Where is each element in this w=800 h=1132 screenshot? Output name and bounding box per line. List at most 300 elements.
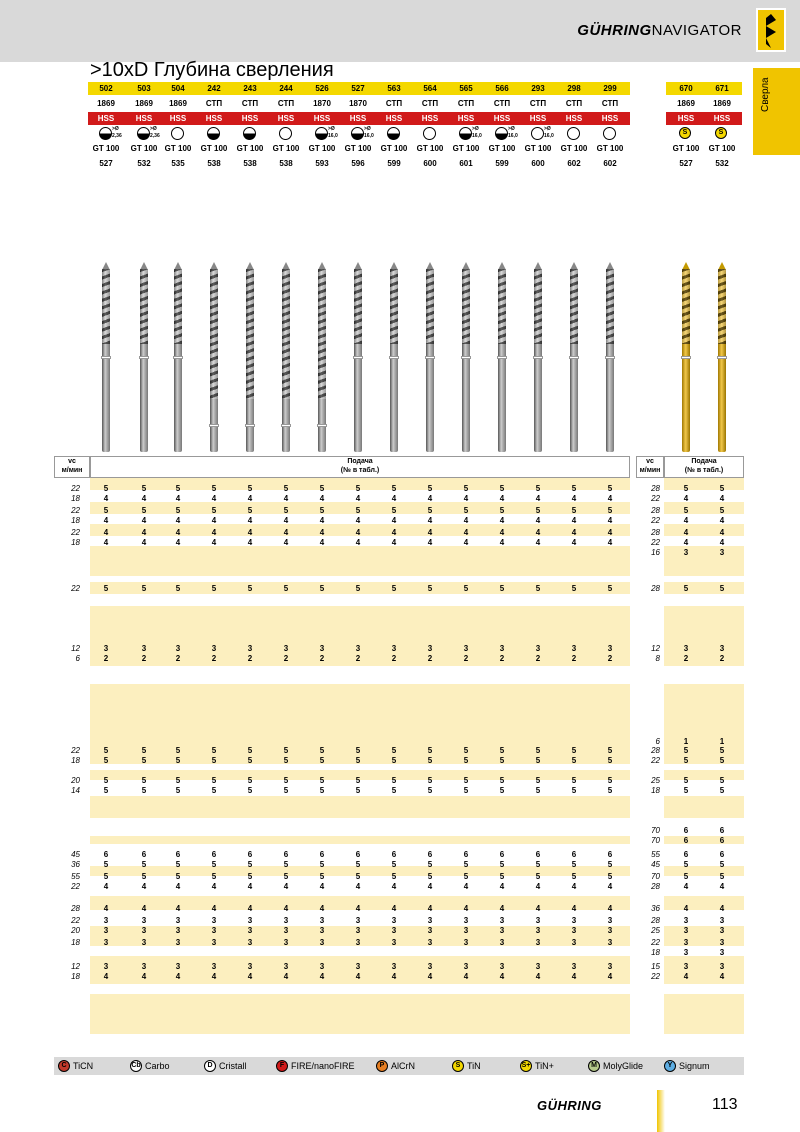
feed-value: 4 [535, 538, 541, 547]
feed-value: 5 [427, 746, 433, 755]
drill-flute [282, 269, 290, 399]
cell: HSS [601, 114, 619, 123]
feed-value-side: 6 [683, 850, 689, 859]
feed-value: 2 [103, 654, 109, 663]
feed-value: 3 [499, 644, 505, 653]
coating-badge-icon: D [204, 1060, 216, 1072]
vc-value-side: 70 [651, 872, 660, 881]
feed-value-side: 4 [683, 882, 689, 891]
drill-flute [682, 269, 690, 344]
shank-mark [569, 356, 579, 359]
feed-value-side: 4 [719, 904, 725, 913]
feed-value: 2 [499, 654, 505, 663]
vc-value-side: 22 [651, 756, 660, 765]
feed-value: 4 [175, 972, 181, 981]
feed-value-side: 4 [719, 516, 725, 525]
cell: СТП [529, 99, 547, 108]
vc-value: 36 [71, 860, 80, 869]
feed-value: 5 [175, 872, 181, 881]
feed-value: 5 [463, 746, 469, 755]
cell: HSS [277, 114, 295, 123]
feed-value: 5 [103, 776, 109, 785]
feed-value: 3 [175, 644, 181, 653]
feed-value-side: 3 [683, 938, 689, 947]
feed-value: 3 [607, 962, 613, 971]
vc-value: 18 [71, 494, 80, 503]
feed-value: 5 [499, 746, 505, 755]
feed-value: 2 [247, 654, 253, 663]
feed-value: 4 [463, 972, 469, 981]
side-tab-drills[interactable]: Сверла [753, 68, 800, 155]
feed-value: 5 [247, 506, 253, 515]
feed-value: 3 [175, 926, 181, 935]
feed-value: 4 [463, 494, 469, 503]
feed-value: 5 [427, 506, 433, 515]
vc-value-side: 15 [651, 962, 660, 971]
feed-value: 5 [141, 860, 147, 869]
feed-value: 3 [607, 644, 613, 653]
feed-value: 4 [391, 516, 397, 525]
feed-value: 4 [499, 972, 505, 981]
page-ref-row-side [666, 157, 742, 170]
feed-value: 5 [247, 872, 253, 881]
row-stripe [664, 896, 744, 910]
feed-value-side: 5 [719, 746, 725, 755]
feed-value: 4 [211, 538, 217, 547]
feed-value: 5 [283, 872, 289, 881]
feed-value: 5 [607, 786, 613, 795]
feed-value: 4 [141, 904, 147, 913]
feed-value: 4 [499, 516, 505, 525]
feed-value: 3 [211, 926, 217, 935]
vc-value: 14 [71, 786, 80, 795]
cell: СТП [205, 99, 223, 108]
feed-value: 4 [571, 904, 577, 913]
feed-value: 4 [571, 972, 577, 981]
vc-value-side: 36 [651, 904, 660, 913]
feed-value: 4 [247, 882, 253, 891]
feed-value: 5 [103, 746, 109, 755]
feed-value-side: 3 [719, 644, 725, 653]
drill-flute [140, 269, 148, 344]
feed-value: 5 [141, 584, 147, 593]
cell: 1869 [713, 99, 731, 108]
feed-value: 3 [463, 962, 469, 971]
feed-value: 4 [319, 972, 325, 981]
feed-value: 5 [463, 584, 469, 593]
cell: GT 100 [236, 144, 264, 153]
feed-value: 5 [319, 484, 325, 493]
feed-value: 5 [427, 484, 433, 493]
feed-value: 6 [283, 850, 289, 859]
vc-value-side: 18 [651, 948, 660, 957]
feed-value: 4 [535, 528, 541, 537]
cell: HSS [349, 114, 367, 123]
feed-value: 5 [463, 872, 469, 881]
cell: СТП [241, 99, 259, 108]
feed-value: 2 [571, 654, 577, 663]
feed-value: 5 [247, 746, 253, 755]
cell: GT 100 [488, 144, 516, 153]
vc-value-side: 22 [651, 516, 660, 525]
feed-value: 5 [211, 484, 217, 493]
feed-value: 5 [247, 484, 253, 493]
feed-value: 5 [283, 860, 289, 869]
feed-value: 6 [571, 850, 577, 859]
feed-value: 5 [607, 872, 613, 881]
shank-mark [353, 356, 363, 359]
feed-value-side: 4 [683, 494, 689, 503]
feed-value: 4 [247, 538, 253, 547]
feed-value: 5 [391, 776, 397, 785]
vc-value: 22 [71, 528, 80, 537]
feed-value: 4 [607, 516, 613, 525]
feed-value-side: 5 [683, 860, 689, 869]
feed-value: 2 [535, 654, 541, 663]
row-stripe [90, 546, 630, 576]
row-stripe [90, 994, 630, 1034]
feed-value: 5 [141, 756, 147, 765]
feed-value: 3 [571, 916, 577, 925]
feed-value: 4 [319, 882, 325, 891]
feed-value: 5 [391, 786, 397, 795]
row-stripe [664, 796, 744, 818]
cell: HSS [385, 114, 403, 123]
feed-value: 4 [499, 538, 505, 547]
feed-value-side: 4 [683, 538, 689, 547]
vc-value-side: 55 [651, 850, 660, 859]
cell: СТП [565, 99, 583, 108]
feed-value: 3 [607, 938, 613, 947]
feed-value: 5 [283, 746, 289, 755]
drill-flute [102, 269, 110, 344]
feed-value: 5 [571, 756, 577, 765]
cell: HSS [135, 114, 153, 123]
cell: HSS [529, 114, 547, 123]
feed-value: 3 [141, 938, 147, 947]
cell: 293 [531, 84, 545, 93]
feed-value: 4 [499, 528, 505, 537]
feed-value: 5 [211, 756, 217, 765]
vc-value-side: 70 [651, 836, 660, 845]
material-symbol-icon [243, 127, 256, 140]
feed-value: 6 [319, 850, 325, 859]
feed-value-side: 5 [719, 872, 725, 881]
feed-value: 5 [427, 584, 433, 593]
feed-value: 5 [355, 786, 361, 795]
feed-value: 3 [283, 926, 289, 935]
material-symbol-icon [351, 127, 364, 140]
feed-value: 3 [391, 962, 397, 971]
drill-flute [498, 269, 506, 344]
vc-value-side: 28 [651, 584, 660, 593]
feed-value: 4 [427, 494, 433, 503]
brand-navigator: GÜHRINGNAVIGATOR [577, 22, 742, 39]
feed-value-side: 3 [719, 962, 725, 971]
feed-value-side: 5 [719, 786, 725, 795]
feed-value: 5 [391, 484, 397, 493]
feed-value: 3 [319, 962, 325, 971]
feed-value: 3 [319, 938, 325, 947]
cell: 298 [567, 84, 581, 93]
feed-value: 3 [391, 926, 397, 935]
feed-value: 5 [175, 484, 181, 493]
feed-value: 4 [211, 528, 217, 537]
feed-value: 3 [499, 916, 505, 925]
feed-value: 4 [427, 972, 433, 981]
legend-label: MolyGlide [603, 1061, 644, 1071]
row-stripe [664, 926, 744, 946]
cell: 600 [423, 159, 437, 168]
feed-value-side: 5 [719, 484, 725, 493]
feed-value: 5 [535, 584, 541, 593]
cell: 596 [351, 159, 365, 168]
vc-value: 18 [71, 938, 80, 947]
vc-value: 20 [71, 776, 80, 785]
material-symbol-icon [567, 127, 580, 140]
cell: 244 [279, 84, 293, 93]
feed-value-side: 5 [719, 756, 725, 765]
row-stripe [664, 478, 744, 490]
feed-value: 5 [571, 584, 577, 593]
cell: 538 [279, 159, 293, 168]
page-ref-row [88, 157, 630, 170]
feed-value: 4 [391, 538, 397, 547]
cell: 538 [207, 159, 221, 168]
coating-badge-icon: Cb [130, 1060, 142, 1072]
feed-value: 5 [391, 506, 397, 515]
drill-flute [426, 269, 434, 344]
feed-value: 5 [535, 484, 541, 493]
coating-legend [54, 1057, 744, 1075]
feed-value: 5 [283, 484, 289, 493]
feed-value: 5 [247, 584, 253, 593]
feed-value: 5 [319, 872, 325, 881]
feed-value: 4 [571, 516, 577, 525]
feed-value: 2 [463, 654, 469, 663]
feed-value: 3 [391, 916, 397, 925]
feed-value: 4 [463, 538, 469, 547]
vc-value: 18 [71, 538, 80, 547]
feed-value: 3 [571, 926, 577, 935]
feed-value: 5 [211, 776, 217, 785]
row-stripe [664, 994, 744, 1034]
feed-value: 4 [427, 528, 433, 537]
vc-value: 12 [71, 644, 80, 653]
feed-value: 3 [211, 916, 217, 925]
feed-value: 3 [499, 962, 505, 971]
feed-value: 3 [211, 962, 217, 971]
cell: СТП [277, 99, 295, 108]
feed-value: 5 [427, 872, 433, 881]
legend-label: Carbo [145, 1061, 170, 1071]
shank-mark [605, 356, 615, 359]
feed-value: 5 [175, 756, 181, 765]
feed-value-side: 5 [683, 776, 689, 785]
feed-value-side: 5 [683, 872, 689, 881]
feed-value: 4 [103, 528, 109, 537]
feed-value: 5 [175, 506, 181, 515]
feed-value: 3 [535, 916, 541, 925]
feed-value: 5 [103, 786, 109, 795]
material-symbol-icon [531, 127, 544, 140]
feed-value-side: 5 [683, 746, 689, 755]
cell: GT 100 [672, 144, 700, 153]
feed-value: 4 [319, 516, 325, 525]
vc-value-side: 22 [651, 494, 660, 503]
feed-value: 5 [607, 506, 613, 515]
feed-value: 3 [103, 916, 109, 925]
diameter-value: 2,36 [150, 133, 160, 139]
feed-value-side: 4 [719, 538, 725, 547]
feed-value: 5 [141, 872, 147, 881]
feed-value: 5 [463, 786, 469, 795]
feed-value: 5 [283, 786, 289, 795]
feed-value: 3 [247, 916, 253, 925]
legend-item [520, 1060, 554, 1072]
vc-value-side: 22 [651, 972, 660, 981]
feed-value: 5 [427, 786, 433, 795]
feed-value: 5 [355, 484, 361, 493]
feed-value: 5 [571, 776, 577, 785]
feed-value: 4 [571, 538, 577, 547]
cell: GT 100 [380, 144, 408, 153]
cell: СТП [493, 99, 511, 108]
feed-value: 3 [247, 644, 253, 653]
feed-value: 4 [283, 972, 289, 981]
feed-value: 5 [211, 786, 217, 795]
feed-value: 3 [211, 644, 217, 653]
cell: GT 100 [130, 144, 158, 153]
feed-value: 4 [499, 494, 505, 503]
feed-value: 5 [427, 776, 433, 785]
feed-value: 5 [103, 872, 109, 881]
vc-value-side: 16 [651, 548, 660, 557]
shank-mark [281, 424, 291, 427]
feed-value-side: 1 [719, 737, 725, 746]
feed-value: 3 [391, 644, 397, 653]
vc-value: 22 [71, 882, 80, 891]
feed-value: 5 [319, 746, 325, 755]
feed-value: 5 [463, 860, 469, 869]
cell: СТП [601, 99, 619, 108]
material-row [88, 112, 630, 125]
feed-value: 3 [283, 644, 289, 653]
cell: HSS [457, 114, 475, 123]
feed-value: 6 [427, 850, 433, 859]
feed-value: 5 [355, 860, 361, 869]
cell: HSS [313, 114, 331, 123]
legend-item [452, 1060, 481, 1072]
vc-value: 18 [71, 516, 80, 525]
feed-value-side: 3 [683, 548, 689, 557]
legend-item [130, 1060, 170, 1072]
feed-value: 5 [211, 860, 217, 869]
vc-value: 18 [71, 756, 80, 765]
feed-value-side: 4 [719, 528, 725, 537]
feed-value: 5 [247, 756, 253, 765]
feed-value: 4 [283, 516, 289, 525]
cell: 242 [207, 84, 221, 93]
cell: 527 [679, 159, 693, 168]
feed-value: 4 [141, 972, 147, 981]
feed-value: 5 [499, 860, 505, 869]
feed-value: 3 [463, 926, 469, 935]
feed-value: 5 [103, 584, 109, 593]
feed-header: Подача (№ в табл.) [90, 456, 630, 478]
vc-value: 22 [71, 916, 80, 925]
diameter-prefix: >Ø [112, 126, 119, 132]
feed-value: 4 [319, 528, 325, 537]
cell: 535 [171, 159, 185, 168]
feed-value: 5 [535, 756, 541, 765]
cell: 1869 [677, 99, 695, 108]
material-symbol-icon [279, 127, 292, 140]
feed-value: 4 [283, 538, 289, 547]
feed-value: 4 [535, 516, 541, 525]
feed-value: 5 [141, 506, 147, 515]
feed-value: 3 [141, 926, 147, 935]
drill-flute [210, 269, 218, 399]
shank-mark [317, 424, 327, 427]
feed-value-side: 5 [719, 776, 725, 785]
drill-flute [390, 269, 398, 344]
diameter-prefix: >Ø [328, 126, 335, 132]
cell: 671 [715, 84, 729, 93]
feed-value: 4 [247, 494, 253, 503]
row-stripe [90, 606, 630, 644]
feed-value: 5 [355, 872, 361, 881]
feed-value: 3 [535, 962, 541, 971]
vc-value: 22 [71, 584, 80, 593]
feed-value: 4 [175, 528, 181, 537]
vc-value-side: 8 [655, 654, 660, 663]
row-stripe [664, 524, 744, 536]
cell: 538 [243, 159, 257, 168]
feed-value: 4 [103, 904, 109, 913]
diameter-value: 16,0 [508, 133, 518, 139]
feed-value: 5 [211, 872, 217, 881]
drill-flute [606, 269, 614, 344]
feed-value: 3 [463, 644, 469, 653]
vc-value: 20 [71, 926, 80, 935]
cell: 670 [679, 84, 693, 93]
shank-mark [139, 356, 149, 359]
feed-value: 6 [103, 850, 109, 859]
shank-mark [101, 356, 111, 359]
feed-value: 4 [319, 494, 325, 503]
tin-coating-icon: S [715, 127, 727, 139]
row-stripe [664, 606, 744, 644]
feed-value: 3 [141, 916, 147, 925]
feed-value: 2 [427, 654, 433, 663]
drill-flute [246, 269, 254, 399]
feed-value: 4 [247, 972, 253, 981]
diameter-prefix: >Ø [150, 126, 157, 132]
feed-value: 5 [355, 506, 361, 515]
feed-value: 4 [211, 494, 217, 503]
feed-value: 4 [247, 516, 253, 525]
cell: 599 [495, 159, 509, 168]
feed-value: 3 [355, 644, 361, 653]
cell: GT 100 [708, 144, 736, 153]
feed-value-side: 5 [719, 584, 725, 593]
row-stripe [664, 770, 744, 780]
feed-value: 3 [283, 916, 289, 925]
cell: 503 [137, 84, 151, 93]
feed-value: 4 [141, 882, 147, 891]
feed-value: 2 [391, 654, 397, 663]
